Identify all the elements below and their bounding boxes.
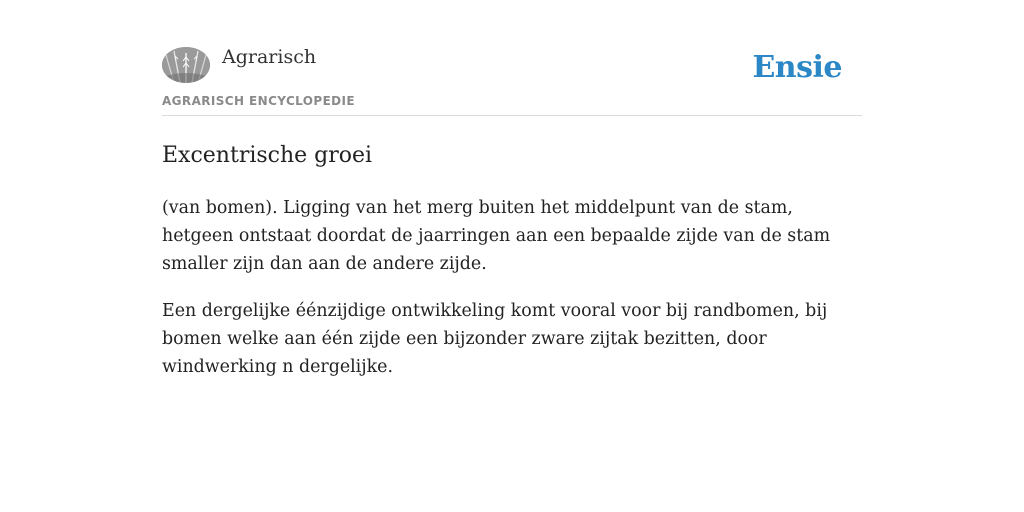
article-paragraph: Een dergelijke éénzijdige ontwikkeling komt vooral voor bij randbomen, bij bomen welke aan één zijde een bijzonder zware zijtak bezitten, door windwerking n dergelijke. (162, 301, 828, 377)
wheat-logo-icon[interactable] (162, 47, 210, 83)
source-subtitle[interactable]: AGRARISCH ENCYCLOPEDIE (162, 94, 355, 108)
article-paragraph: (van bomen). Ligging van het merg buiten het middelpunt van de stam, hetgeen ontstaat doordat de jaarringen aan een bepaalde zijde van de stam smaller zijn dan aan de andere zijde. (162, 198, 831, 274)
page-container (162, 0, 862, 381)
source-header (162, 0, 862, 116)
source-name[interactable]: Agrarisch (222, 46, 317, 68)
ensie-logo[interactable]: Ensie (752, 50, 842, 85)
article-title: Excentrische groei (162, 143, 373, 168)
